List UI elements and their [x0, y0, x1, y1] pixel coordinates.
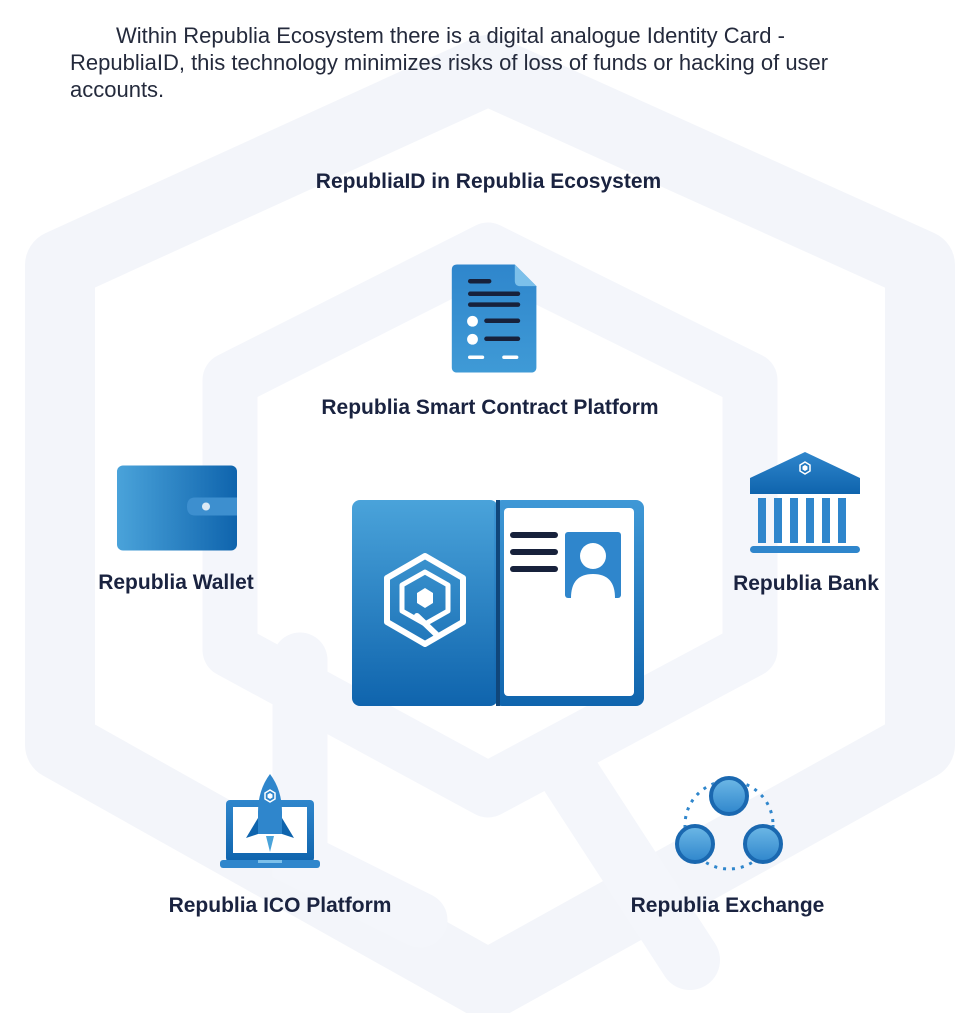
bank-icon: [748, 450, 863, 555]
id-card-icon: [352, 498, 644, 708]
node-exchange: [615, 770, 840, 930]
node-label-bank: Republia Bank: [733, 572, 879, 595]
node-label-smart-contract: Republia Smart Contract Platform: [321, 396, 659, 419]
node-label-exchange: Republia Exchange: [630, 894, 825, 917]
node-bank: [720, 450, 895, 600]
document-icon: [450, 258, 540, 380]
node-smart-contract: [300, 258, 680, 428]
node-label-ico: Republia ICO Platform: [168, 894, 392, 917]
wallet-icon: [117, 465, 237, 551]
node-ico: [150, 770, 410, 930]
diagram-title: RepubliaID in Republia Ecosystem: [315, 170, 662, 193]
rocket-laptop-icon: [220, 772, 320, 872]
node-label-wallet: Republia Wallet: [98, 571, 254, 594]
center-id-card: [352, 498, 644, 708]
exchange-circles-icon: [672, 770, 787, 880]
intro-text: Within Republia Ecosystem there is a digital analogue Identity Card - RepubliaID, this technology minimizes risks of loss of funds or hacking of user accounts.: [70, 23, 829, 102]
node-wallet: [80, 465, 280, 605]
